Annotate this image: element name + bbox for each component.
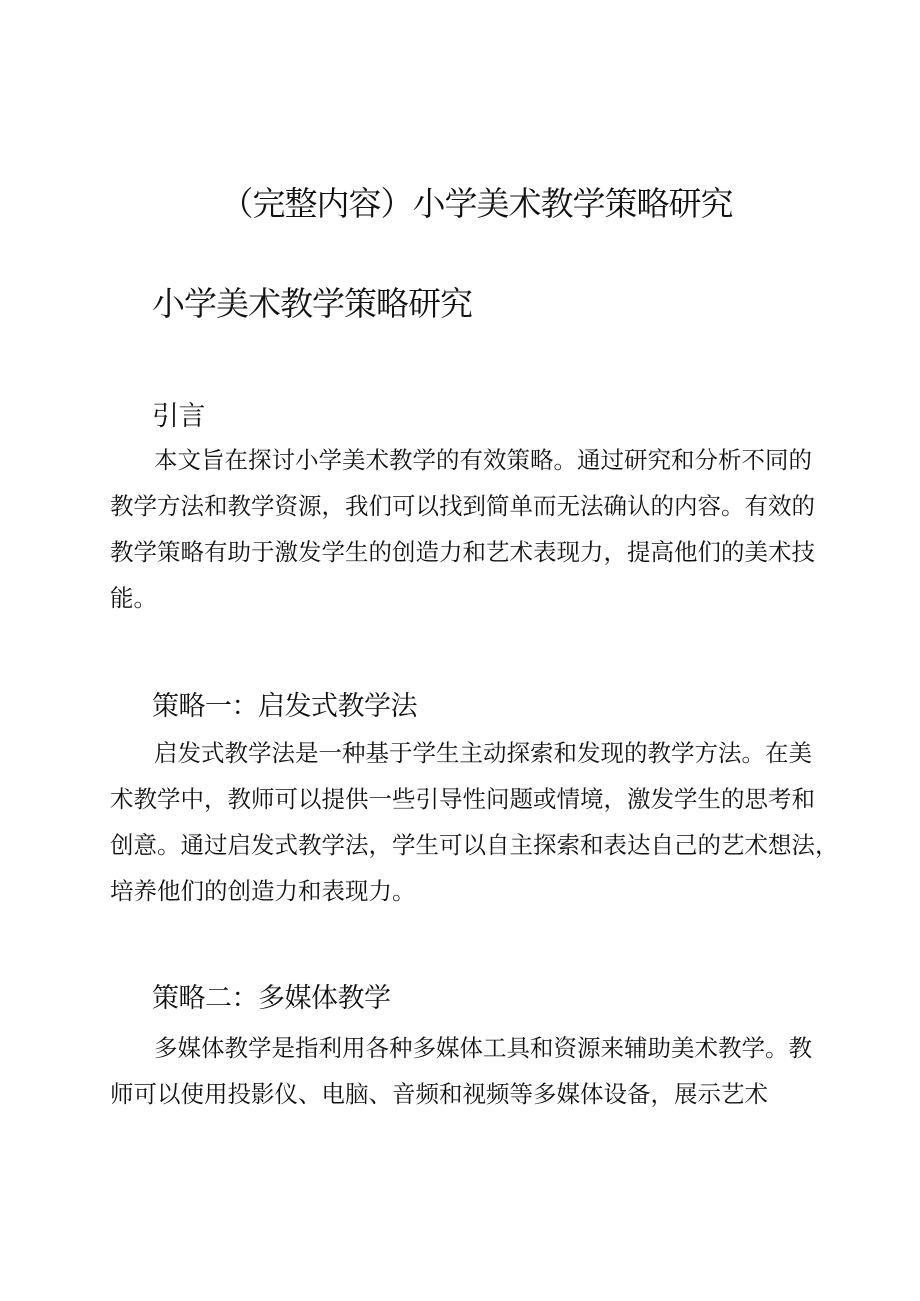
document-subtitle: 小学美术教学策略研究 bbox=[152, 284, 472, 323]
paragraph-line: 多媒体教学是指利用各种多媒体工具和资源来辅助美术教学。教 bbox=[154, 1034, 812, 1062]
paragraph-line: 术教学中，教师可以提供一些引导性问题或情境，激发学生的思考和 bbox=[110, 785, 815, 813]
paragraph-line: 本文旨在探讨小学美术教学的有效策略。通过研究和分析不同的 bbox=[154, 446, 812, 474]
paragraph-line: 启发式教学法是一种基于学生主动探索和发现的教学方法。在美 bbox=[154, 739, 812, 767]
paragraph-line: 创意。通过启发式教学法，学生可以自主探索和表达自己的艺术想法， bbox=[110, 831, 839, 859]
paragraph-line: 教学方法和教学资源，我们可以找到简单而无法确认的内容。有效的 bbox=[110, 492, 815, 520]
section-paragraph-strategy-2 bbox=[110, 1025, 810, 1117]
section-paragraph-strategy-1 bbox=[110, 730, 839, 914]
section-heading-introduction: 引言 bbox=[152, 401, 205, 432]
document-title: （完整内容）小学美术教学策略研究 bbox=[220, 184, 733, 223]
paragraph-line: 能。 bbox=[110, 584, 157, 612]
paragraph-line: 培养他们的创造力和表现力。 bbox=[110, 877, 416, 905]
section-heading-strategy-1: 策略一：启发式教学法 bbox=[152, 691, 417, 722]
paragraph-line: 教学策略有助于激发学生的创造力和艺术表现力，提高他们的美术技 bbox=[110, 538, 815, 566]
section-heading-strategy-2: 策略二：多媒体教学 bbox=[152, 983, 391, 1014]
section-paragraph-introduction bbox=[110, 437, 815, 621]
paragraph-line: 师可以使用投影仪、电脑、音频和视频等多媒体设备，展示艺术 bbox=[110, 1080, 768, 1108]
